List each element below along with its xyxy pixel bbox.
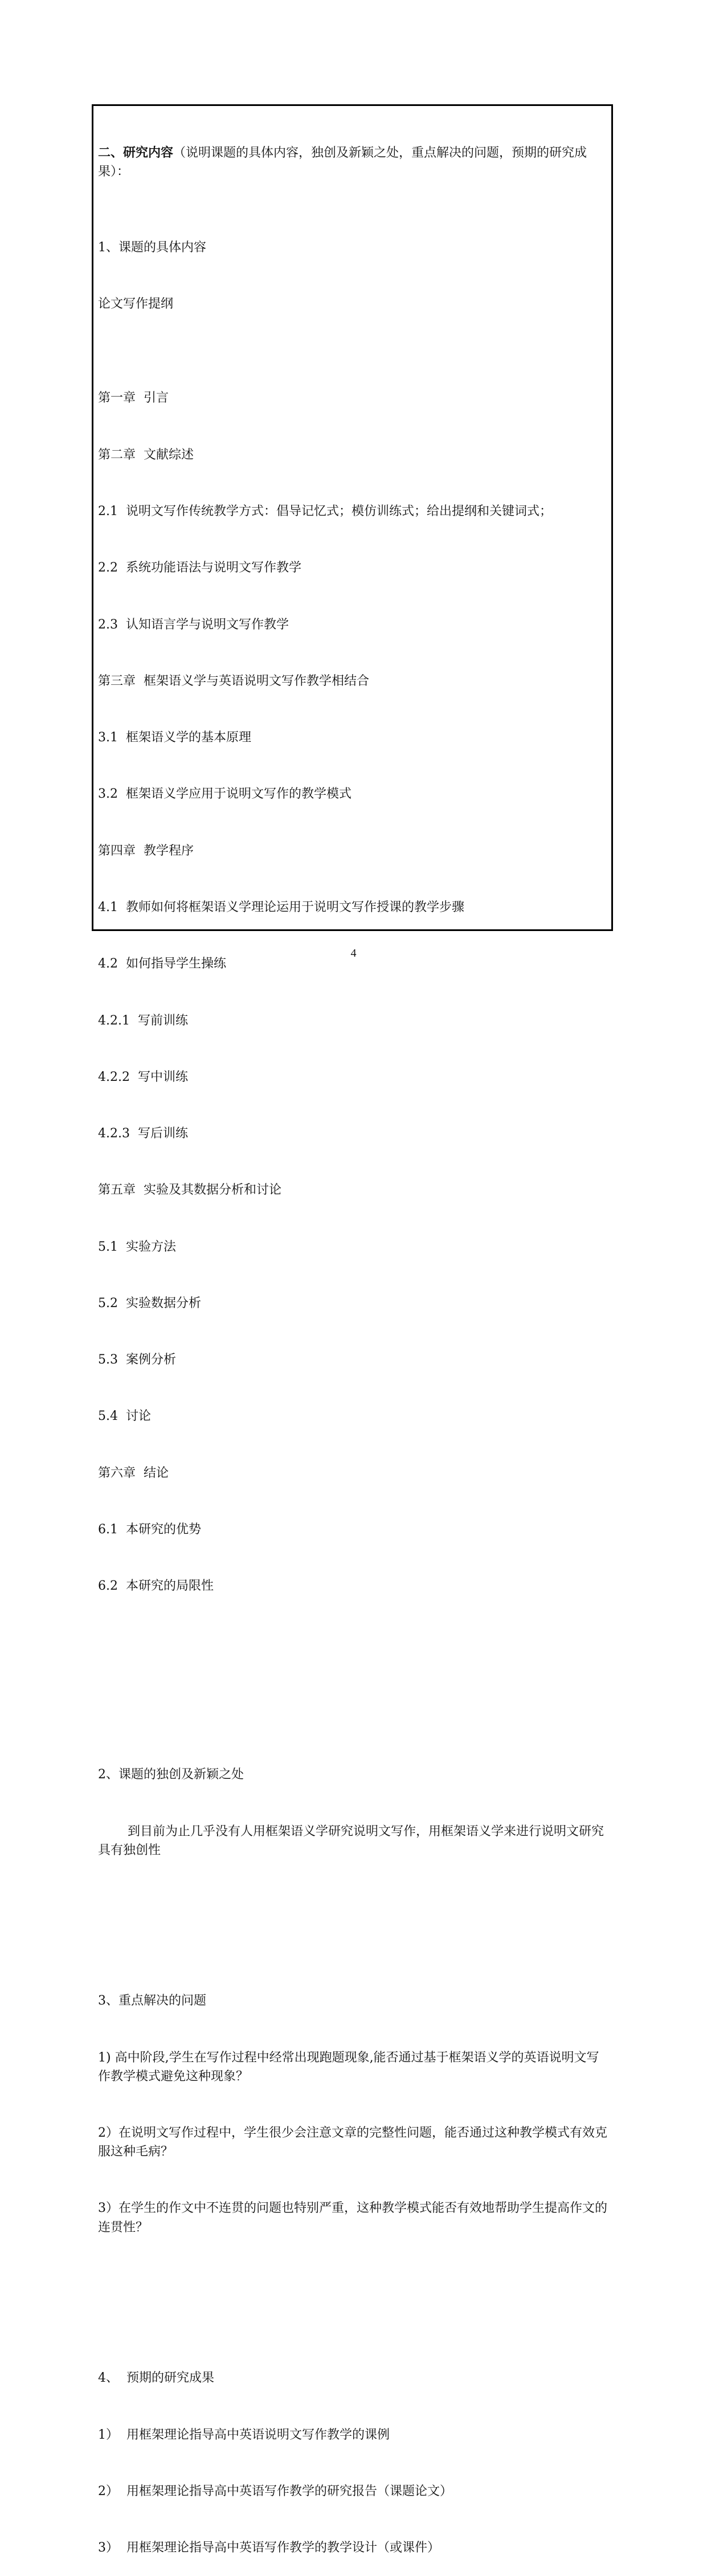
outcome-item: 2） 用框架理论指导高中英语写作教学的研究报告（课题论文） (98, 2484, 452, 2499)
problem-item: 1) 高中阶段,学生在写作过程中经常出现跑题现象,能否通过基于框架语义学的英语说明文写作教学模式避免这种现象？ (98, 2050, 599, 2084)
part2-title: 2、课题的独创及新颖之处 (98, 1767, 244, 1782)
outline-title: 论文写作提纲 (98, 296, 174, 311)
outline-item: 第二章 文献综述 (98, 447, 194, 462)
part4-title: 4、 预期的研究成果 (98, 2371, 214, 2386)
outline-item: 5.2 实验数据分析 (98, 1296, 201, 1311)
part3-title: 3、重点解决的问题 (98, 1994, 206, 2008)
outline-item: 2.1 说明文写作传统教学方式：倡导记忆式；模仿训练式；给出提纲和关键词式； (98, 504, 552, 519)
outline-item: 3.1 框架语义学的基本原理 (98, 730, 251, 745)
outline-item: 5.3 案例分析 (98, 1353, 176, 1367)
outline-item: 第一章 引言 (98, 391, 169, 406)
outline-item: 6.1 本研究的优势 (98, 1522, 201, 1537)
outline-item: 4.2.3 写后训练 (98, 1126, 188, 1141)
outline-item: 2.3 认知语言学与说明文写作教学 (98, 617, 289, 632)
section-heading-bold: 二、研究内容 (98, 145, 174, 161)
spacer (98, 2293, 611, 2312)
outline-item: 4.2 如何指导学生操练 (98, 957, 226, 971)
outline-list (98, 351, 611, 1633)
section-heading (98, 144, 611, 181)
part2-body: 到目前为止几乎没有人用框架语义学研究说明文写作，用框架语义学来进行说明文研究具有独创性 (98, 1824, 604, 1858)
problem-item: 2）在说明文写作过程中，学生很少会注意文章的完整性问题，能否通过这种教学模式有效克服这种毛病？ (98, 2126, 608, 2159)
outline-item: 第四章 教学程序 (98, 843, 194, 858)
outline-item: 第五章 实验及其数据分析和讨论 (98, 1183, 281, 1198)
outline-item: 5.4 讨论 (98, 1409, 151, 1424)
outline-item: 4.1 教师如何将框架语义学理论运用于说明文写作授课的教学步骤 (98, 900, 464, 915)
outcome-item: 1） 用框架理论指导高中英语说明文写作教学的课例 (98, 2427, 390, 2442)
outline-item: 5.1 实验方法 (98, 1239, 176, 1254)
outline-item: 3.2 框架语义学应用于说明文写作的教学模式 (98, 787, 352, 802)
spacer (98, 1916, 611, 1935)
outline-item: 6.2 本研究的局限性 (98, 1579, 214, 1594)
outline-item: 2.2 系统功能语法与说明文写作教学 (98, 561, 301, 575)
spacer (98, 1690, 611, 1709)
research-content-section (98, 106, 611, 2576)
outcome-item: 3） 用框架理论指导高中英语写作教学的教学设计（或课件） (98, 2541, 440, 2555)
outline-item: 4.2.1 写前训练 (98, 1013, 188, 1028)
page-number: 4 (350, 947, 357, 960)
problem-item: 3）在学生的作文中不连贯的问题也特别严重，这种教学模式能否有效地帮助学生提高作文的连贯性？ (98, 2201, 608, 2235)
outline-item: 第三章 框架语义学与英语说明文写作教学相结合 (98, 673, 369, 688)
part1-title: 1、课题的具体内容 (98, 240, 206, 255)
outline-item: 4.2.2 写中训练 (98, 1069, 188, 1084)
outline-item: 第六章 结论 (98, 1465, 169, 1480)
section-heading-note: （说明课题的具体内容，独创及新颖之处，重点解决的问题，预期的研究成果）： (98, 146, 587, 179)
